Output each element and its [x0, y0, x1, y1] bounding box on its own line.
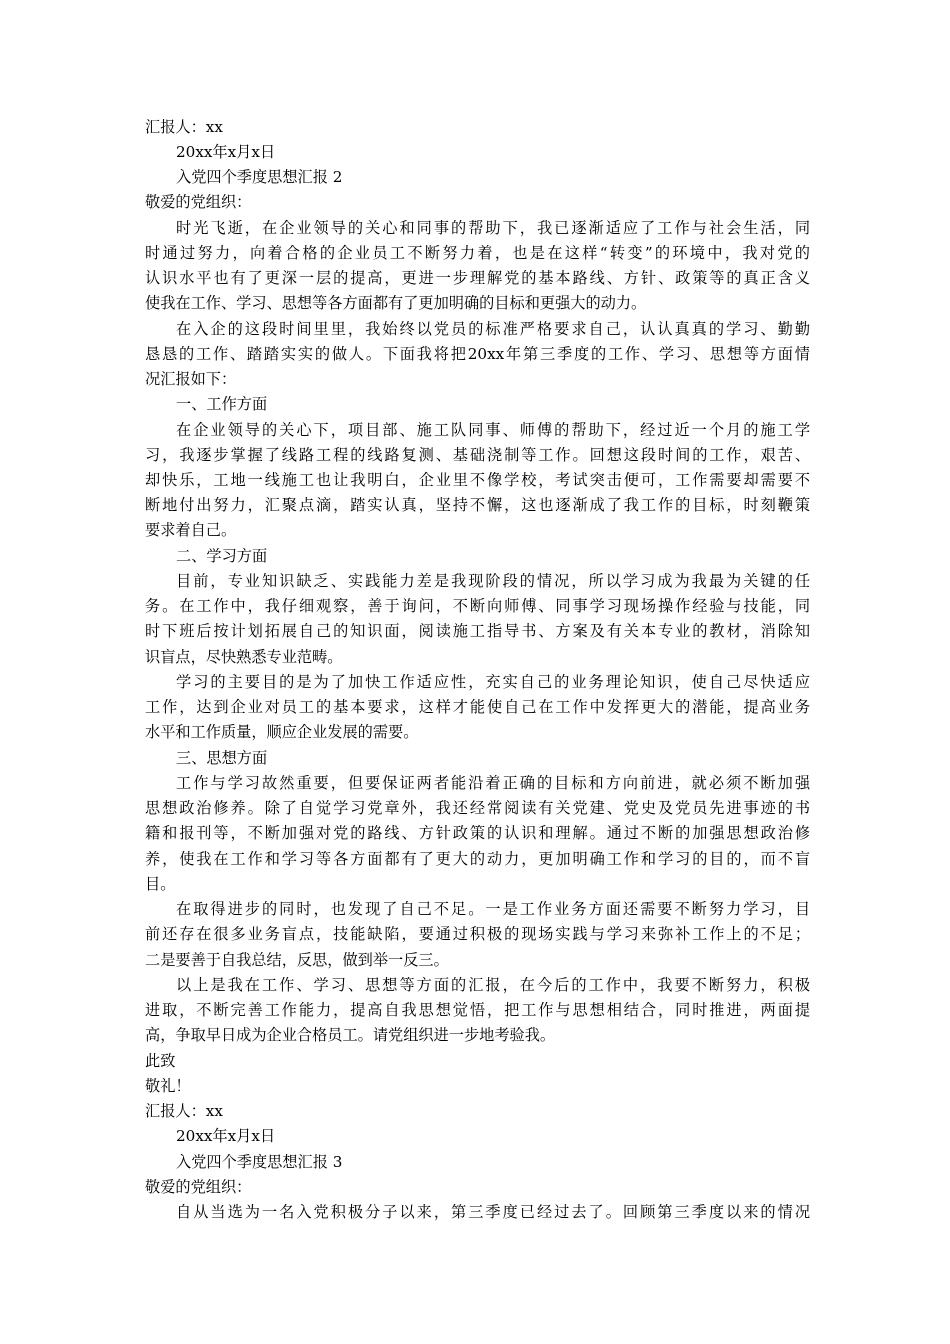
paragraph-line: 二是要善于自我总结，反思，做到举一反三。 — [145, 951, 449, 969]
paragraph-line: 前还存在很多业务盲点，技能缺陷，要通过积极的现场实践与学习来弥补工作上的不足； — [145, 925, 810, 943]
paragraph-line: 时通过努力，向着合格的企业员工不断努力着，也是在这样“转变”的环境中，我对党的 — [145, 244, 810, 262]
paragraph-line: 在企业领导的关心下，项目部、施工队同事、师傅的帮助下，经过近一个月的施工学 — [176, 421, 810, 439]
reporter-line: 汇报人：xx — [145, 1102, 223, 1120]
paragraph-line: 籍和报刊等，不断加强对党的路线、方针政策的认识和理解。通过不断的加强思想政治修 — [145, 824, 810, 842]
date-line: 20xx年x月x日 — [176, 1127, 276, 1145]
paragraph-line: 时光飞逝，在企业领导的关心和同事的帮助下，我已逐渐适应了工作与社会生活，同 — [176, 219, 810, 237]
paragraph-line: 自从当选为一名入党积极分子以来，第三季度已经过去了。回顾第三季度以来的情况 — [176, 1203, 810, 1221]
paragraph-line: 目前，专业知识缺乏、实践能力差是我现阶段的情况，所以学习成为我最为关键的任 — [176, 572, 810, 590]
closing-line: 此致 — [145, 1052, 176, 1070]
paragraph-line: 水平和工作质量，顺应企业发展的需要。 — [145, 723, 419, 741]
paragraph-line: 使我在工作、学习、思想等各方面都有了更加明确的目标和更强大的动力。 — [145, 294, 647, 312]
paragraph-line: 识盲点，尽快熟悉专业范畴。 — [145, 648, 343, 666]
paragraph-line: 目。 — [145, 875, 176, 893]
heading-study: 二、学习方面 — [176, 547, 268, 565]
closing-regards: 敬礼！ — [145, 1077, 191, 1095]
section-title: 入党四个季度思想汇报 3 — [176, 1153, 343, 1171]
heading-work: 一、工作方面 — [176, 395, 268, 413]
paragraph-line: 况汇报如下： — [145, 370, 237, 388]
paragraph-line: 工作与学习故然重要，但要保证两者能沿着正确的目标和方向前进，就必须不断加强 — [176, 774, 810, 792]
salutation: 敬爱的党组织： — [145, 193, 252, 211]
paragraph-line: 学习的主要目的是为了加快工作适应性，充实自己的业务理论知识，使自己尽快适应 — [176, 673, 810, 691]
paragraph-line: 要求着自己。 — [145, 521, 237, 539]
paragraph-line: 进取，不断完善工作能力，提高自我思想觉悟，把工作与思想相结合，同时推进，两面提 — [145, 1001, 810, 1019]
paragraph-line: 以上是我在工作、学习、思想等方面的汇报，在今后的工作中，我要不断努力，积极 — [176, 976, 810, 994]
paragraph-line: 养，使我在工作和学习等各方面都有了更大的动力，更加明确工作和学习的目的，而不盲 — [145, 850, 810, 868]
reporter-line: 汇报人：xx — [145, 118, 223, 136]
paragraph-line: 务。在工作中，我仔细观察，善于询问，不断向师傅、同事学习现场操作经验与技能，同 — [145, 597, 810, 615]
salutation: 敬爱的党组织： — [145, 1178, 252, 1196]
date-line: 20xx年x月x日 — [176, 143, 276, 161]
section-title: 入党四个季度思想汇报 2 — [176, 168, 343, 186]
paragraph-line: 却快乐，工地一线施工也让我明白，企业里不像学校，考试突击便可，工作需要却需要不 — [145, 471, 810, 489]
paragraph-line: 在取得进步的同时，也发现了自己不足。一是工作业务方面还需要不断努力学习，目 — [176, 900, 810, 918]
paragraph-line: 高，争取早日成为企业合格员工。请党组织进一步地考验我。 — [145, 1026, 556, 1044]
paragraph-line: 工作，达到企业对员工的基本要求，这样才能使自己在工作中发挥更大的潜能，提高业务 — [145, 698, 810, 716]
paragraph-line: 认识水平也有了更深一层的提高，更进一步理解党的基本路线、方针、政策等的真正含义 — [145, 269, 810, 287]
paragraph-line: 习，我逐步掌握了线路工程的线路复测、基础浇制等工作。回想这段时间的工作，艰苦、 — [145, 446, 810, 464]
heading-thought: 三、思想方面 — [176, 749, 268, 767]
paragraph-line: 时下班后按计划拓展自己的知识面，阅读施工指导书、方案及有关本专业的教材，消除知 — [145, 622, 810, 640]
paragraph-line: 断地付出努力，汇聚点滴，踏实认真，坚持不懈，这也逐渐成了我工作的目标，时刻鞭策 — [145, 496, 810, 514]
paragraph-line: 思想政治修养。除了自觉学习党章外，我还经常阅读有关党建、党史及党员先进事迹的书 — [145, 799, 810, 817]
paragraph-line: 恳恳的工作、踏踏实实的做人。下面我将把20xx年第三季度的工作、学习、思想等方面情 — [145, 345, 810, 363]
paragraph-line: 在入企的这段时间里里，我始终以党员的标准严格要求自己，认认真真的学习、勤勤 — [176, 320, 810, 338]
